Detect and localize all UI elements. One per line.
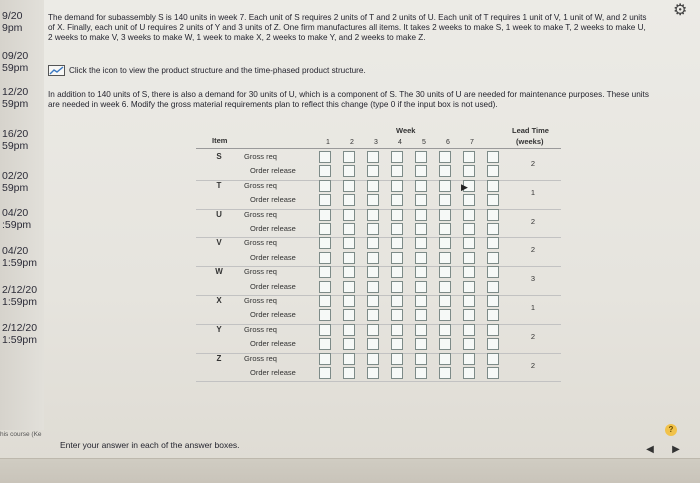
help-icon[interactable]: ? <box>665 424 677 436</box>
gross-req-input[interactable] <box>319 237 331 249</box>
order-release-input[interactable] <box>415 281 427 293</box>
item-header: Item <box>212 136 228 145</box>
gross-req-input[interactable] <box>487 237 499 249</box>
next-button[interactable]: ▶ <box>672 444 680 455</box>
gross-req-input[interactable] <box>487 209 499 221</box>
gross-req-input[interactable] <box>463 324 475 336</box>
order-release-input[interactable] <box>319 165 331 177</box>
gross-req-input[interactable] <box>343 353 355 365</box>
week-number-7: 7 <box>470 139 474 146</box>
order-release-input[interactable] <box>343 252 355 264</box>
order-release-input[interactable] <box>343 338 355 350</box>
course-label: his course (Ke <box>0 431 42 438</box>
lead-time-value: 2 <box>530 245 536 255</box>
order-release-input[interactable] <box>343 194 355 206</box>
gross-req-input[interactable] <box>343 209 355 221</box>
gross-req-label: Gross req <box>244 324 277 334</box>
gross-req-input[interactable] <box>463 151 475 163</box>
gross-req-input[interactable] <box>487 266 499 278</box>
due-date: 04/20 <box>2 207 29 219</box>
gross-req-input[interactable] <box>391 151 403 163</box>
gross-req-input[interactable] <box>415 324 427 336</box>
gross-req-input[interactable] <box>463 295 475 307</box>
question-line-3: 2 weeks to make V, 3 weeks to make W, 1 week to make X, 2 weeks to make Y, and 2 weeks to make Z. <box>48 33 426 42</box>
order-release-input[interactable] <box>367 309 379 321</box>
order-release-input[interactable] <box>439 367 451 379</box>
order-release-input[interactable] <box>391 194 403 206</box>
gross-req-input[interactable] <box>415 353 427 365</box>
order-release-label: Order release <box>250 310 296 320</box>
gross-req-input[interactable] <box>367 324 379 336</box>
gross-req-input[interactable] <box>367 209 379 221</box>
lead-time-value: 3 <box>530 274 536 284</box>
order-release-input[interactable] <box>391 367 403 379</box>
due-time: 9pm <box>2 22 23 34</box>
gross-req-input[interactable] <box>439 324 451 336</box>
gross-req-input[interactable] <box>439 237 451 249</box>
gross-req-input[interactable] <box>463 209 475 221</box>
week-number-5: 5 <box>422 139 426 146</box>
due-time: 1:59pm <box>2 296 38 308</box>
item-y: Y <box>216 324 222 334</box>
row-divider <box>196 381 561 382</box>
gross-req-input[interactable] <box>439 209 451 221</box>
order-release-label: Order release <box>250 224 296 233</box>
gross-req-input[interactable] <box>391 209 403 221</box>
order-release-input[interactable] <box>367 281 379 293</box>
gross-req-input[interactable] <box>367 353 379 365</box>
gross-req-label: Gross req <box>244 209 277 219</box>
due-date: 12/20 <box>2 86 29 98</box>
order-release-input[interactable] <box>487 338 499 350</box>
order-release-label: Order release <box>250 368 296 377</box>
gross-req-input[interactable] <box>391 180 403 192</box>
item-s: S <box>216 152 222 161</box>
due-time: 59pm <box>2 98 29 110</box>
lead-time-value: 2 <box>530 360 536 370</box>
order-release-input[interactable] <box>487 309 499 321</box>
gross-req-input[interactable] <box>415 237 427 249</box>
week-number-3: 3 <box>374 139 378 146</box>
gross-req-input[interactable] <box>487 180 499 192</box>
due-date: 04/20 <box>2 245 29 257</box>
gross-req-input[interactable] <box>439 180 451 192</box>
gross-req-input[interactable] <box>367 237 379 249</box>
gross-req-input[interactable] <box>415 151 427 163</box>
gross-req-input[interactable] <box>319 266 331 278</box>
order-release-input[interactable] <box>367 367 379 379</box>
order-release-input[interactable] <box>319 223 331 235</box>
gross-req-input[interactable] <box>415 266 427 278</box>
gross-req-input[interactable] <box>391 324 403 336</box>
due-date: 09/20 <box>2 50 29 62</box>
due-date: 16/20 <box>2 128 29 140</box>
order-release-input[interactable] <box>343 309 355 321</box>
order-release-input[interactable] <box>487 223 499 235</box>
order-release-input[interactable] <box>487 252 499 264</box>
due-date: 2/12/20 <box>2 322 38 334</box>
order-release-input[interactable] <box>319 252 331 264</box>
order-release-label: Order release <box>250 339 296 349</box>
gross-req-input[interactable] <box>319 151 331 163</box>
gross-req-input[interactable] <box>319 353 331 365</box>
gross-req-label: Gross req <box>244 353 277 363</box>
order-release-input[interactable] <box>319 194 331 206</box>
gross-req-input[interactable] <box>367 180 379 192</box>
item-u: U <box>216 209 222 219</box>
lead-time-value: 2 <box>530 159 536 168</box>
gross-req-input[interactable] <box>463 353 475 365</box>
order-release-input[interactable] <box>367 223 379 235</box>
structure-link-text[interactable]: Click the icon to view the product structure and the time-phased product structure. <box>69 66 366 75</box>
order-release-input[interactable] <box>439 223 451 235</box>
gross-req-input[interactable] <box>415 295 427 307</box>
header-divider <box>196 148 561 149</box>
due-date: 02/20 <box>2 170 29 182</box>
lead-time-value: 1 <box>530 303 536 312</box>
order-release-input[interactable] <box>343 165 355 177</box>
gross-req-input[interactable] <box>343 295 355 307</box>
order-release-input[interactable] <box>415 194 427 206</box>
order-release-input[interactable] <box>391 338 403 350</box>
order-release-label: Order release <box>250 166 296 176</box>
due-time: 1:59pm <box>2 334 38 346</box>
order-release-input[interactable] <box>391 252 403 264</box>
gross-req-input[interactable] <box>343 324 355 336</box>
gross-req-input[interactable] <box>319 295 331 307</box>
gross-req-input[interactable] <box>367 151 379 163</box>
gross-req-input[interactable] <box>487 295 499 307</box>
order-release-input[interactable] <box>391 223 403 235</box>
order-release-input[interactable] <box>415 309 427 321</box>
due-date: 2/12/20 <box>2 284 38 296</box>
gross-req-input[interactable] <box>391 295 403 307</box>
due-time: :59pm <box>2 219 32 231</box>
lead-time-value: 2 <box>530 331 536 341</box>
order-release-input[interactable] <box>487 165 499 177</box>
order-release-input[interactable] <box>415 338 427 350</box>
order-release-label: Order release <box>250 281 296 291</box>
order-release-input[interactable] <box>439 281 451 293</box>
gross-req-label: Gross req <box>244 238 277 248</box>
order-release-input[interactable] <box>343 367 355 379</box>
gross-req-input[interactable] <box>391 353 403 365</box>
order-release-input[interactable] <box>439 194 451 206</box>
order-release-input[interactable] <box>439 309 451 321</box>
gross-req-input[interactable] <box>319 324 331 336</box>
question-line-1: The demand for subassembly S is 140 units in week 7. Each unit of S requires 2 units of T and 2 units of U. Each unit of T requires 1 unit of V, 1 unit of W, and 2 units <box>48 13 647 22</box>
gear-icon[interactable]: ⚙ <box>673 2 688 19</box>
gross-req-input[interactable] <box>415 209 427 221</box>
part2-line-2: are needed in week 6. Modify the gross material requirements plan to reflect this change (type 0 if the input box is not used). <box>48 100 498 109</box>
order-release-input[interactable] <box>415 165 427 177</box>
chart-icon[interactable] <box>48 65 65 76</box>
gross-req-input[interactable] <box>343 151 355 163</box>
gross-req-input[interactable] <box>487 151 499 163</box>
gross-req-input[interactable] <box>391 237 403 249</box>
order-release-input[interactable] <box>319 309 331 321</box>
part2-line-1: In addition to 140 units of S, there is also a demand for 30 units of U, which is a component of S. The 30 units of U are needed for maintenance purposes. These units <box>48 90 649 99</box>
week-number-4: 4 <box>398 139 402 146</box>
lead-time-header: Lead Time <box>512 126 549 135</box>
order-release-input[interactable] <box>463 223 475 235</box>
gross-req-input[interactable] <box>487 324 499 336</box>
gross-req-input[interactable] <box>463 266 475 278</box>
lead-time-value: 1 <box>530 187 536 197</box>
order-release-input[interactable] <box>487 367 499 379</box>
order-release-label: Order release <box>250 195 296 205</box>
previous-button[interactable]: ◀ <box>646 444 654 455</box>
order-release-input[interactable] <box>415 367 427 379</box>
order-release-input[interactable] <box>367 252 379 264</box>
due-time: 1:59pm <box>2 257 38 269</box>
week-header: Week <box>396 126 416 135</box>
order-release-label: Order release <box>250 252 296 262</box>
due-date-column <box>0 0 44 430</box>
gross-req-input[interactable] <box>367 295 379 307</box>
order-release-input[interactable] <box>319 281 331 293</box>
gross-req-input[interactable] <box>415 180 427 192</box>
order-release-input[interactable] <box>463 281 475 293</box>
week-number-2: 2 <box>350 139 354 146</box>
order-release-input[interactable] <box>463 194 475 206</box>
gross-req-input[interactable] <box>319 209 331 221</box>
gross-req-input[interactable] <box>319 180 331 192</box>
order-release-input[interactable] <box>463 338 475 350</box>
order-release-input[interactable] <box>391 165 403 177</box>
gross-req-label: Gross req <box>244 152 277 161</box>
question-line-2: of X. Finally, each unit of U requires 2 units of Y and 3 units of Z. One firm manufactures all items. It takes 2 weeks to make S, 1 week to make T, 2 weeks to make U, <box>48 23 646 32</box>
order-release-input[interactable] <box>487 281 499 293</box>
bottom-bar <box>0 458 700 483</box>
gross-req-label: Gross req <box>244 296 277 305</box>
gross-req-input[interactable] <box>487 353 499 365</box>
gross-req-input[interactable] <box>439 266 451 278</box>
mouse-cursor: ▶ <box>461 182 468 192</box>
gross-req-input[interactable] <box>343 237 355 249</box>
gross-req-input[interactable] <box>343 180 355 192</box>
order-release-input[interactable] <box>463 367 475 379</box>
order-release-input[interactable] <box>367 338 379 350</box>
order-release-input[interactable] <box>439 338 451 350</box>
gross-req-label: Gross req <box>244 267 277 277</box>
item-x: X <box>216 296 222 305</box>
due-time: 59pm <box>2 182 29 194</box>
order-release-input[interactable] <box>319 367 331 379</box>
due-time: 59pm <box>2 140 29 152</box>
gross-req-input[interactable] <box>439 151 451 163</box>
order-release-input[interactable] <box>439 165 451 177</box>
order-release-input[interactable] <box>319 338 331 350</box>
gross-req-input[interactable] <box>439 353 451 365</box>
gross-req-input[interactable] <box>367 266 379 278</box>
due-time: 59pm <box>2 62 29 74</box>
item-t: T <box>216 180 222 190</box>
answer-instruction: Enter your answer in each of the answer boxes. <box>60 440 240 450</box>
order-release-input[interactable] <box>439 252 451 264</box>
due-date: 9/20 <box>2 10 23 22</box>
gross-req-input[interactable] <box>391 266 403 278</box>
order-release-input[interactable] <box>391 309 403 321</box>
order-release-input[interactable] <box>463 165 475 177</box>
item-v: V <box>216 238 222 248</box>
week-number-1: 1 <box>326 139 330 146</box>
order-release-input[interactable] <box>463 309 475 321</box>
order-release-input[interactable] <box>343 281 355 293</box>
week-number-6: 6 <box>446 139 450 146</box>
gross-req-input[interactable] <box>463 237 475 249</box>
lead-time-value: 2 <box>530 216 536 226</box>
order-release-input[interactable] <box>343 223 355 235</box>
item-w: W <box>215 267 223 277</box>
gross-req-label: Gross req <box>244 180 277 190</box>
gross-req-input[interactable] <box>343 266 355 278</box>
gross-req-input[interactable] <box>439 295 451 307</box>
order-release-input[interactable] <box>487 194 499 206</box>
order-release-input[interactable] <box>415 223 427 235</box>
lead-time-unit: (weeks) <box>516 137 544 146</box>
order-release-input[interactable] <box>463 252 475 264</box>
order-release-input[interactable] <box>367 194 379 206</box>
item-z: Z <box>216 353 222 363</box>
order-release-input[interactable] <box>391 281 403 293</box>
order-release-input[interactable] <box>367 165 379 177</box>
order-release-input[interactable] <box>415 252 427 264</box>
